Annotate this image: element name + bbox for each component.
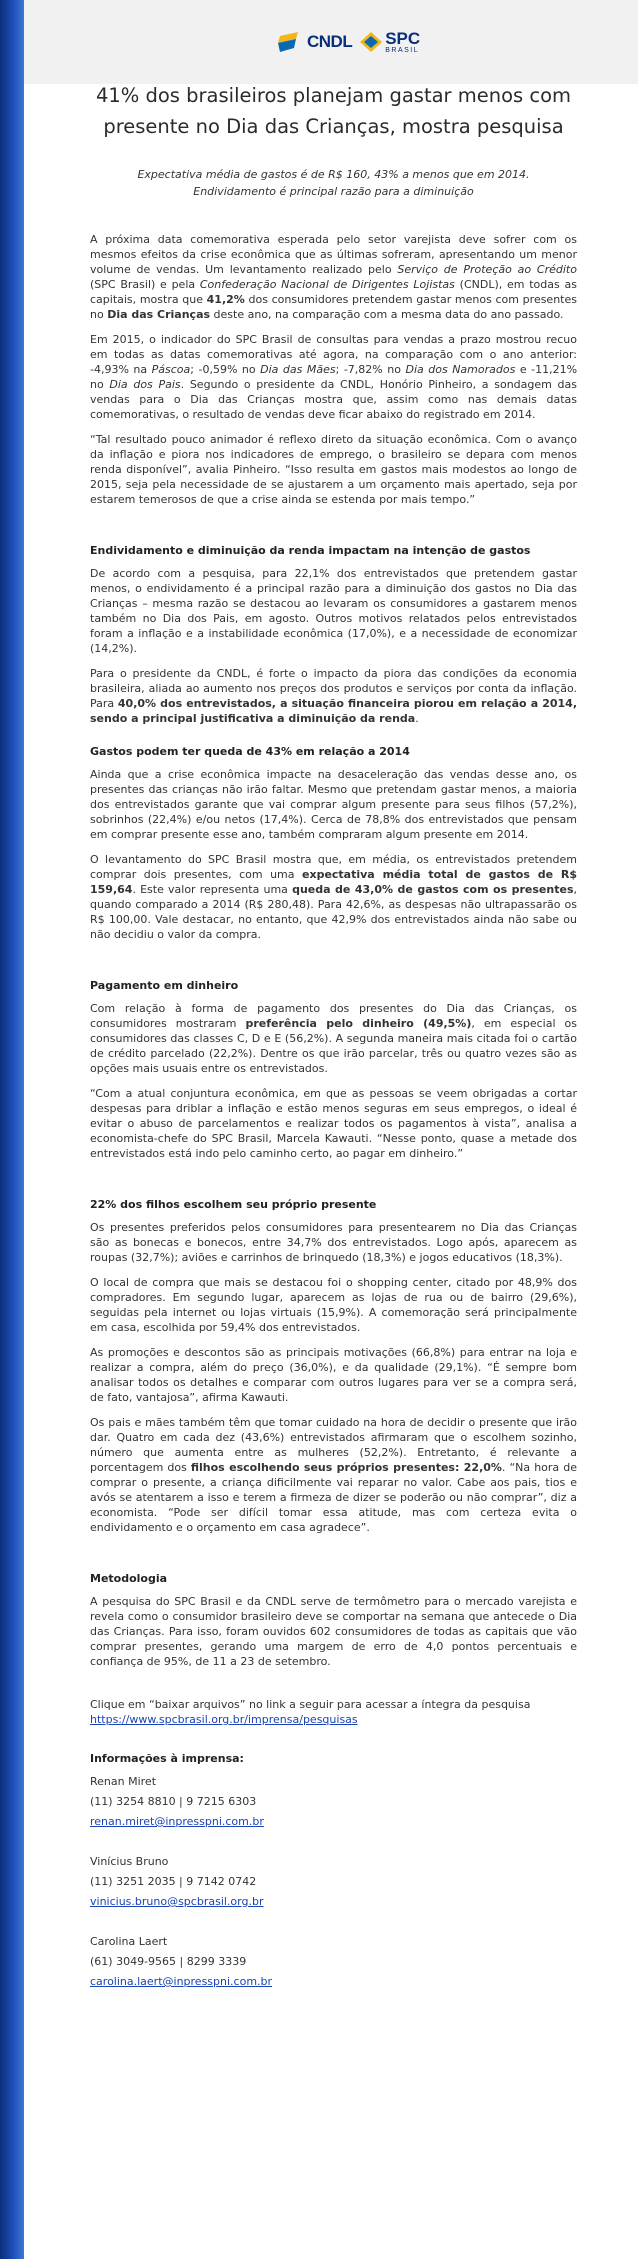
spc-logo-text: SPC [385, 29, 421, 48]
text-run: (SPC Brasil) e pela [90, 278, 200, 291]
left-blue-stripe [0, 0, 24, 2259]
article-sections [90, 517, 577, 1669]
section-paragraph [90, 1001, 577, 1076]
article-title: 41% dos brasileiros planejam gastar menos com presente no Dia das Crianças, mostra pesquisa [95, 84, 572, 138]
press-contacts [90, 1772, 577, 1992]
text-run: . Segundo o presidente da CNDL, Honório Pinheiro, a sondagem das vendas para o Dia das Crianças mostra que, assim como nas demais datas comemorativas, o resultado de vendas deve ficar abaixo do registrado em 2014. [90, 378, 577, 421]
bold-text: 41,2% [206, 293, 245, 306]
contact-phone: (11) 3254 8810 | 9 7215 6303 [90, 1795, 257, 1808]
text-run: dos consumidores pretendem gastar menos com presentes no [90, 293, 577, 321]
italic-text: Dia das Mães [260, 363, 336, 376]
text-run: O levantamento do SPC Brasil mostra que, em média, os entrevistados pretendem comprar dois presentes, com uma [90, 853, 577, 881]
email-header [24, 0, 638, 84]
text-run: ; -0,59% no [190, 363, 261, 376]
italic-text: Dia dos Pais [109, 378, 181, 391]
text-run: (CNDL), em todas as capitais, mostra que [90, 278, 577, 306]
bold-text: Dia das Crianças [107, 308, 211, 321]
text-run: Com relação à forma de pagamento dos presentes do Dia das Crianças, os consumidores mostraram [90, 1002, 577, 1030]
text-run: ; -7,82% no [335, 363, 406, 376]
text-run: . [415, 712, 419, 725]
contact-email-link[interactable]: vinicius.bruno@spcbrasil.org.br [90, 1895, 264, 1908]
section-heading: Gastos podem ter queda de 43% em relação a 2014 [90, 745, 410, 758]
intro-paragraph [90, 432, 577, 507]
italic-text: Páscoa [151, 363, 191, 376]
section-paragraph [90, 1086, 577, 1161]
text-run: Os pais e mães também têm que tomar cuidado na hora de decidir o presente que irão dar. Quatro em cada dez (43,6%) entrevistados afirmaram que o escolhem sozinho, número que aumenta entre as mulheres (52,2%). Entretanto, é relevante a porcentagem dos [90, 1416, 577, 1474]
text-run: Ainda que a crise econômica impacte na desaceleração das vendas desse ano, os presentes das crianças não irão faltar. Mesmo que pretendam gastar menos, a maioria dos entrevistados garante que vai comprar algum presente para seus filhos (57,2%), sobrinhos (22,4%) e/ou netos (17,4%). Cerca de 78,8% dos entrevistados que pensam em comprar presente esse ano, também compraram algum presente em 2014. [90, 768, 577, 841]
section-paragraph [90, 566, 577, 656]
text-run: . Este valor representa uma [132, 883, 293, 896]
bold-text: filhos escolhendo seus próprios presentes: 22,0% [190, 1461, 502, 1474]
text-run: Os presentes preferidos pelos consumidores para presentearem no Dia das Crianças são as bonecas e bonecos, entre 34,7% dos entrevistados. Logo após, aparecem as roupas (32,7%); aviões e carrinhos de brinquedo (18,3%) e jogos educativos (18,3%). [90, 1221, 577, 1264]
contact-email-link[interactable]: renan.miret@inpresspni.com.br [90, 1815, 264, 1828]
cndl-logo-icon [278, 32, 304, 52]
spc-brasil-logo [360, 30, 420, 54]
download-instruction: Clique em “baixar arquivos” no link a seguir para acessar a íntegra da pesquisa [90, 1698, 531, 1711]
contact-phone: (61) 3049-9565 | 8299 3339 [90, 1955, 247, 1968]
section-heading: Metodologia [90, 1572, 168, 1585]
section-paragraph [90, 666, 577, 726]
contact-name: Carolina Laert [90, 1935, 168, 1948]
text-run: Para o presidente da CNDL, é forte o impacto da piora das condições da economia brasileira, aliada ao aumento nos preços dos produtos e serviços por conta da inflação. Para [90, 667, 577, 710]
bold-text: queda de 43,0% de gastos com os presentes [292, 883, 574, 896]
press-contact [90, 1852, 577, 1912]
bold-text: 40,0% dos entrevistados, a situação financeira piorou em relação a 2014, sendo a principal justificativa a diminuição da renda [90, 697, 577, 725]
bold-text: preferência pelo dinheiro (49,5%) [245, 1017, 472, 1030]
text-run: O local de compra que mais se destacou foi o shopping center, citado por 48,9% dos compradores. Em segundo lugar, aparecem as lojas de rua ou de bairro (29,6%), seguidas pela internet ou lojas virtuais (15,9%). A comemoração será principalmente em casa, escolhida por 59,4% dos entrevistados. [90, 1276, 577, 1334]
spc-logo-subtext: BRASIL [385, 47, 420, 54]
intro-paragraph [90, 232, 577, 322]
contact-email-link[interactable]: carolina.laert@inpresspni.com.br [90, 1975, 273, 1988]
section-paragraph [90, 1594, 577, 1669]
text-run: . “Na hora de comprar o presente, a criança dificilmente vai reparar no valor. Cabe aos pais, tios e avós se atentarem a isso e terem a firmeza de dizer se poderão ou não comprar”, diz a economista. “Pode ser difícil tomar essa atitude, mas com certeza evita o endividamento e o orçamento em casa agradece”. [90, 1461, 577, 1534]
text-run: A próxima data comemorativa esperada pelo setor varejista deve sofrer com os mesmos efeitos da crise econômica que as últimas sofreram, apresentando um menor volume de vendas. Um levantamento realizado pelo [90, 233, 577, 276]
logos [278, 30, 420, 54]
article-content [90, 80, 577, 2012]
text-run: As promoções e descontos são as principais motivações (66,8%) para entrar na loja e realizar a compra, além do preço (36,0%), e da qualidade (29,1%). “É sempre bom analisar todos os detalhes e comparar com outros lugares para ver se a compra será, de fato, vantajosa”, afirma Kawauti. [90, 1346, 577, 1404]
section-heading: 22% dos filhos escolhem seu próprio presente [90, 1198, 377, 1211]
section-heading: Pagamento em dinheiro [90, 979, 239, 992]
section-paragraph [90, 1220, 577, 1265]
intro-paragraphs [90, 232, 577, 507]
section-paragraph [90, 1415, 577, 1535]
italic-text: Confederação Nacional de Dirigentes Lojistas [199, 278, 455, 291]
contact-name: Vinícius Bruno [90, 1855, 169, 1868]
text-run: , em especial os consumidores das classes C, D e E (56,2%). A segunda maneira mais citada foi o cartão de crédito parcelado (22,2%). Dentre os que irão parcelar, três ou quatro vezes são as opções mais usuais entre os entrevistados. [90, 1017, 577, 1075]
cndl-logo [278, 32, 352, 52]
section-paragraph [90, 1345, 577, 1405]
section-paragraph [90, 767, 577, 842]
text-run: deste ano, na comparação com a mesma data do ano passado. [210, 308, 564, 321]
text-run: Em 2015, o indicador do SPC Brasil de consultas para vendas a prazo mostrou recuo em todas as datas comemorativas até agora, na comparação com o ano anterior: -4,93% na [90, 333, 577, 376]
download-link[interactable]: https://www.spcbrasil.org.br/imprensa/pesquisas [90, 1713, 358, 1726]
spc-logo-icon [360, 32, 382, 52]
section-heading: Endividamento e diminuição da renda impactam na intenção de gastos [90, 544, 531, 557]
press-contact [90, 1772, 577, 1832]
cndl-logo-text: CNDL [307, 32, 353, 51]
italic-text: Serviço de Proteção ao Crédito [397, 263, 577, 276]
press-heading: Informações à imprensa: [90, 1752, 244, 1765]
article-subtitle: Expectativa média de gastos é de R$ 160, 43% a menos que em 2014. Endividamento é principal razão para a diminuição [137, 168, 530, 198]
section-paragraph [90, 1275, 577, 1335]
press-contact [90, 1932, 577, 1992]
bold-text: expectativa média total de gastos de R$ 159,64 [90, 868, 577, 896]
italic-text: Dia dos Namorados [405, 363, 516, 376]
text-run: “Tal resultado pouco animador é reflexo direto da situação econômica. Com o avanço da inflação e piora nos indicadores de emprego, o brasileiro se depara com menos renda disponível”, avalia Pinheiro. “Isso resulta em gastos mais modestos ao longo de 2015, seja pela necessidade de se ajustarem a um orçamento mais apertado, seja por estarem temerosos de que a crise ainda se estenda por mais tempo.” [90, 433, 577, 506]
text-run: A pesquisa do SPC Brasil e da CNDL serve de termômetro para o mercado varejista e revela como o consumidor brasileiro deve se comportar na semana que antecede o Dia das Crianças. Para isso, foram ouvidos 602 consumidores de todas as capitais que vão comprar presentes, gerando uma margem de erro de 4,0 pontos percentuais e confiança de 95%, de 11 a 23 de setembro. [90, 1595, 577, 1668]
text-run: , quando comparado a 2014 (R$ 280,48). Para 42,6%, as despesas não ultrapassarão os R$ 100,00. Vale destacar, no entanto, que 42,9% dos entrevistados ainda não sabe ou não decidiu o valor da compra. [90, 883, 577, 941]
text-run: “Com a atual conjuntura econômica, em que as pessoas se veem obrigadas a cortar despesas para driblar a inflação e estão menos seguras em seus empregos, o ideal é evitar o abuso de parcelamentos e realizar todos os pagamentos à vista”, analisa a economista-chefe do SPC Brasil, Marcela Kawauti. “Nesse ponto, quase a metade dos entrevistados está indo pelo caminho certo, ao pagar em dinheiro.” [90, 1087, 577, 1160]
text-run: e -11,21% no [90, 363, 578, 391]
intro-paragraph [90, 332, 577, 422]
text-run: De acordo com a pesquisa, para 22,1% dos entrevistados que pretendem gastar menos, o endividamento é a principal razão para a diminuição dos gastos no Dia das Crianças – mesma razão se destacou ao levaram os consumidores a gastarem menos também no Dia dos Pais, em agosto. Outros motivos relatados pelos entrevistados foram a inflação e a instabilidade econômica (17,0%), e a necessidade de economizar (14,2%). [90, 567, 577, 655]
section-paragraph [90, 852, 577, 942]
contact-phone: (11) 3251 2035 | 9 7142 0742 [90, 1875, 257, 1888]
contact-name: Renan Miret [90, 1775, 157, 1788]
